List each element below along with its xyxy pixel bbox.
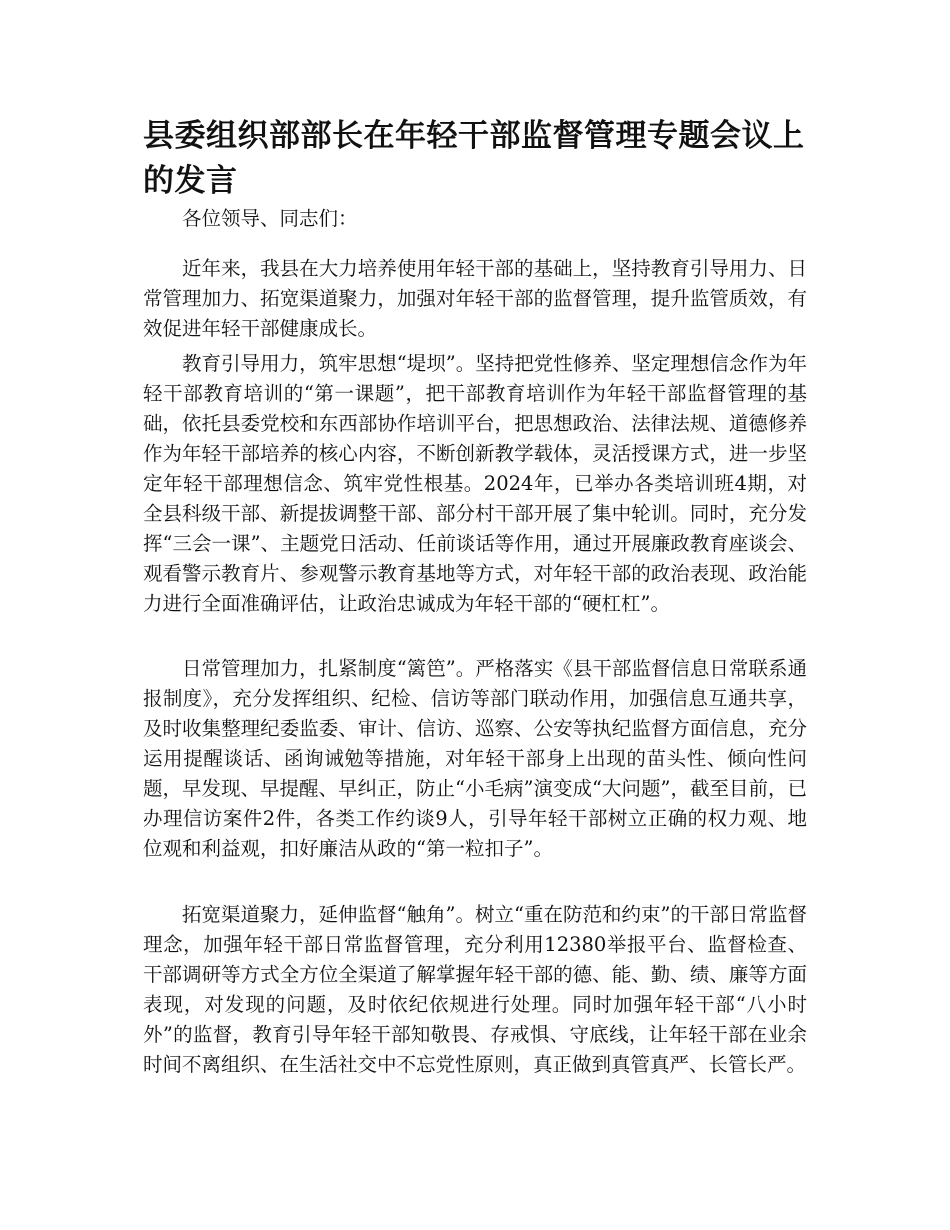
document-title: 县委组织部部长在年轻干部监督管理专题会议上的发言 [143,118,805,199]
paragraph-daily-management: 日常管理加力，扎紧制度“篱笆”。严格落实《县干部监督信息日常联系通报制度》，充分发挥组织、纪检、信访等部门联动作用，加强信息互通共享，及时收集整理纪委监委、审计、信访、巡察、公安等执纪监督方面信息，充分运用提醒谈话、函询诫勉等措施，对年轻干部身上出现的苗头性、倾向性问题，早发现、早提醒、早纠正，防止“小毛病”演变成“大问题”，截至目前，已办理信访案件2件，各类工作约谈9人，引导年轻干部树立正确的权力观、地位观和利益观，扣好廉洁从政的“第一粒扣子”。 [143,657,807,860]
paragraph-greeting: 各位领导、同志们： [182,207,358,230]
paragraph-expand-channels: 拓宽渠道聚力，延伸监督“触角”。树立“重在防范和约束”的干部日常监督理念，加强年轻干部日常监督管理，充分利用12380举报平台、监督检查、干部调研等方式全方位全渠道了解掌握年轻干部的德、能、勤、绩、廉等方面表现，对发现的问题，及时依纪依规进行处理。同时加强年轻干部“八小时外”的监督，教育引导年轻干部知敬畏、存戒惧、守底线，让年轻干部在业余时间不离组织、在生活社交中不忘党性原则，真正做到真管真严、长管长严。 [143,903,807,1076]
paragraph-intro: 近年来，我县在大力培养使用年轻干部的基础上，坚持教育引导用力、日常管理加力、拓宽渠道聚力，加强对年轻干部的监督管理，提升监管质效，有效促进年轻干部健康成长。 [143,257,807,340]
paragraph-education-guidance: 教育引导用力，筑牢思想“堤坝”。坚持把党性修养、坚定理想信念作为年轻干部教育培训的“第一课题”，把干部教育培训作为年轻干部监督管理的基础，依托县委党校和东西部协作培训平台，把思想政治、法律法规、道德修养作为年轻干部培养的核心内容，不断创新教学载体，灵活授课方式，进一步坚定年轻干部理想信念、筑牢党性根基。2024年，已举办各类培训班4期，对全县科级干部、新提拔调整干部、部分村干部开展了集中轮训。同时，充分发挥“三会一课”、主题党日活动、任前谈话等作用，通过开展廉政教育座谈会、观看警示教育片、参观警示教育基地等方式，对年轻干部的政治表现、政治能力进行全面准确评估，让政治忠诚成为年轻干部的“硬杠杠”。 [143,352,807,615]
